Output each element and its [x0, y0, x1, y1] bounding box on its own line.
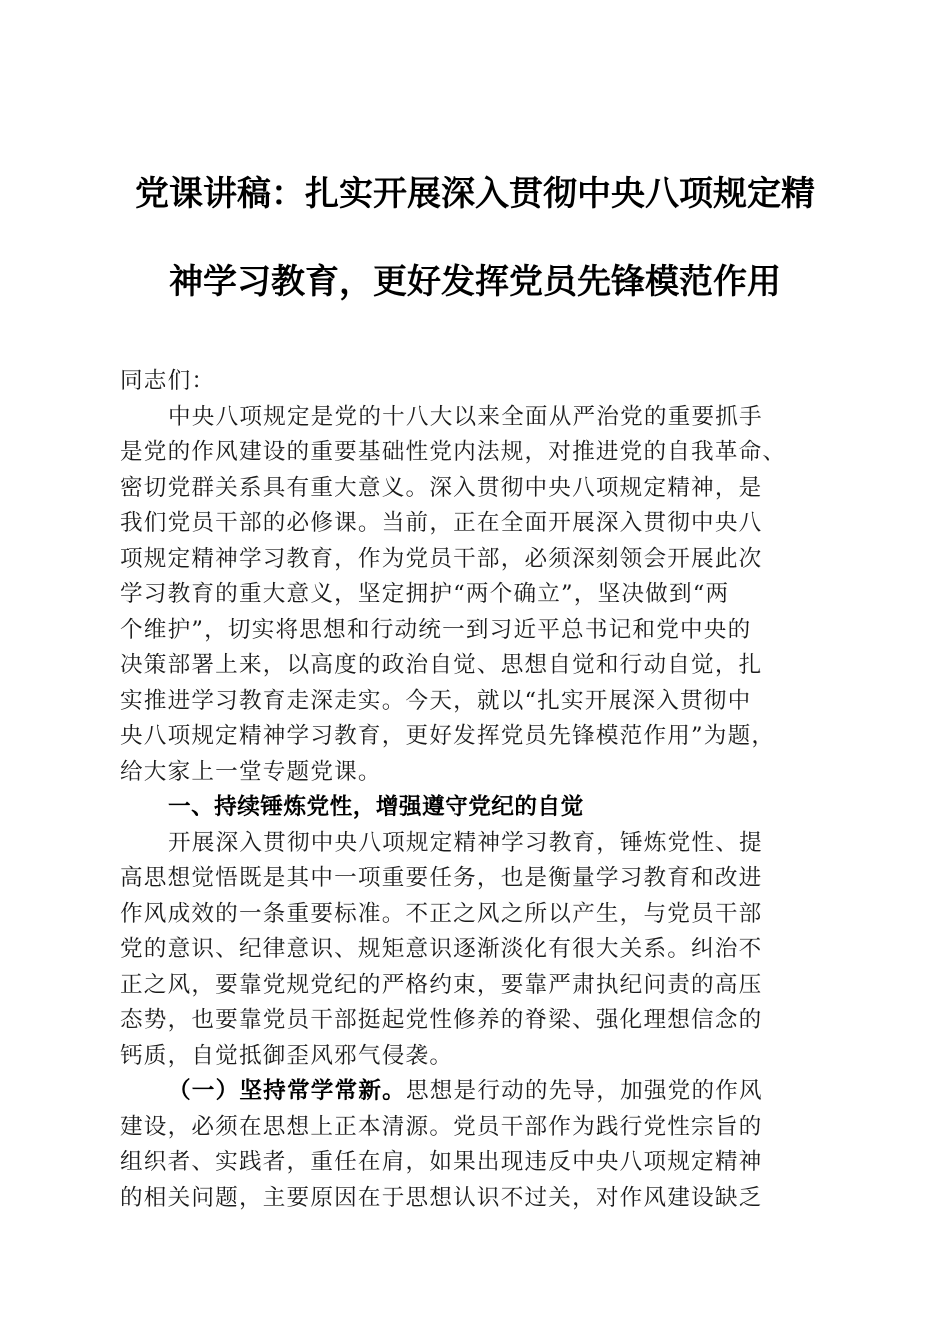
section1-line: 开展深入贯彻中央八项规定精神学习教育，锤炼党性、提	[168, 829, 763, 856]
intro-line: 个维护”，切实将思想和行动统一到习近平总书记和党中央的	[120, 616, 752, 643]
intro-line: 中央八项规定是党的十八大以来全面从严治党的重要抓手	[168, 403, 763, 430]
title-line-2: 神学习教育，更好发挥党员先锋模范作用	[169, 262, 781, 302]
intro-line: 是党的作风建设的重要基础性党内法规，对推进党的自我革命、	[120, 439, 787, 465]
subsection1-line: 的相关问题，主要原因在于思想认识不过关，对作风建设缺乏	[120, 1184, 763, 1211]
subsection1-line: 建设，必须在思想上正本清源。党员干部作为践行党性宗旨的	[120, 1113, 763, 1140]
intro-line: 央八项规定精神学习教育，更好发挥党员先锋模范作用”为题，	[120, 723, 776, 749]
section1-line: 正之风，要靠党规党纪的严格约束，要靠严肃执纪问责的高压	[120, 971, 763, 998]
document-title	[100, 150, 850, 326]
section1-line: 钙质，自觉抵御歪风邪气侵袭。	[120, 1042, 454, 1069]
intro-line: 实推进学习教育走深走实。今天，就以“扎实开展深入贯彻中	[120, 687, 752, 714]
intro-line: 项规定精神学习教育，作为党员干部，必须深刻领会开展此次	[120, 545, 763, 572]
subsection-1-first-line	[120, 1074, 838, 1110]
section-heading-1: 一、持续锤炼党性，增强遵守党纪的自觉	[168, 794, 584, 820]
section1-line: 态势，也要靠党员干部挺起党性修养的脊梁、强化理想信念的	[120, 1007, 763, 1033]
document-body	[120, 364, 838, 1216]
intro-line: 学习教育的重大意义，坚定拥护“两个确立”，坚决做到“两	[120, 581, 730, 607]
section1-line: 高思想觉悟既是其中一项重要任务，也是衡量学习教育和改进	[120, 865, 763, 891]
subsection-label: （一）坚持常学常新。	[168, 1078, 406, 1104]
section1-line: 作风成效的一条重要标准。不正之风之所以产生，与党员干部	[120, 900, 763, 927]
subsection1-line: 组织者、实践者，重任在肩，如果出现违反中央八项规定精神	[120, 1149, 763, 1175]
salutation: 同志们：	[120, 368, 216, 394]
intro-line: 密切党群关系具有重大意义。深入贯彻中央八项规定精神，是	[120, 474, 763, 501]
intro-line: 决策部署上来，以高度的政治自觉、思想自觉和行动自觉，扎	[120, 652, 763, 678]
title-line-1: 党课讲稿：扎实开展深入贯彻中央八项规定精	[135, 174, 815, 214]
subsection-text: 思想是行动的先导，加强党的作风	[405, 1078, 763, 1104]
intro-line: 我们党员干部的必修课。当前，正在全面开展深入贯彻中央八	[120, 510, 763, 536]
intro-line: 给大家上一堂专题党课。	[120, 758, 382, 785]
section1-line: 党的意识、纪律意识、规矩意识逐渐淡化有很大关系。纠治不	[120, 936, 763, 962]
